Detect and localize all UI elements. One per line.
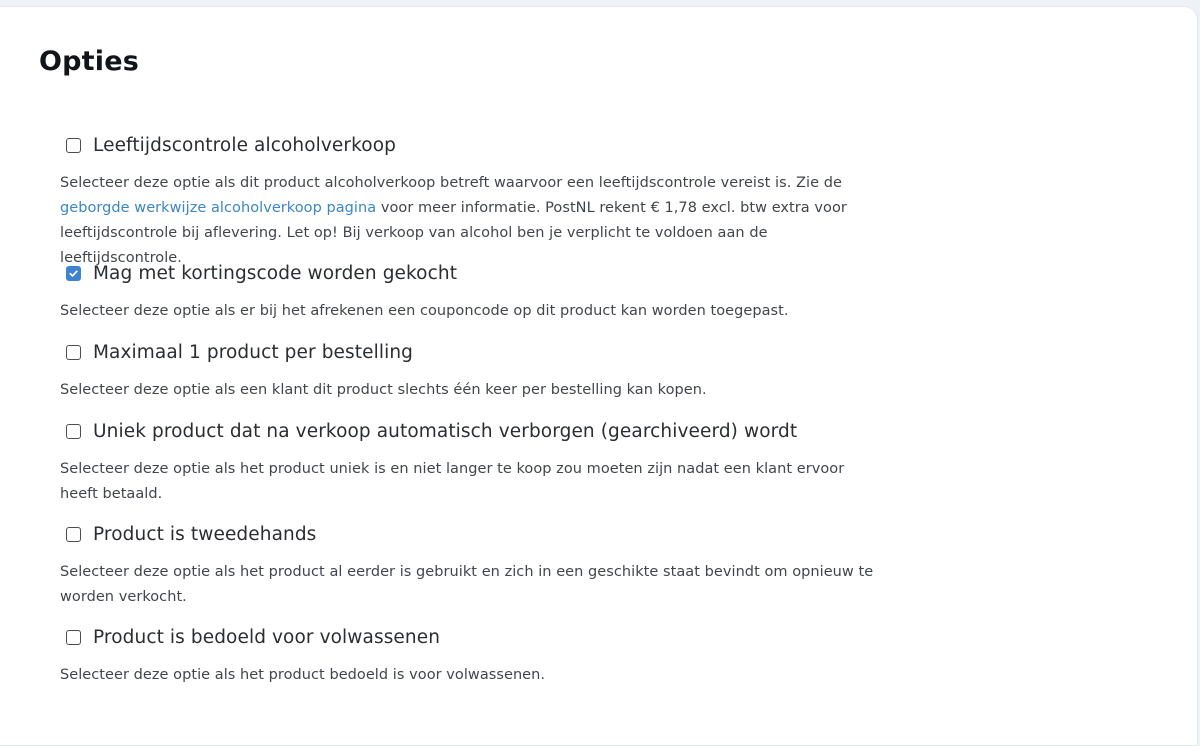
option-adults-toggle[interactable]: [60, 622, 880, 652]
second-hand-checkbox[interactable]: [66, 527, 81, 542]
max-one-checkbox[interactable]: [66, 345, 81, 360]
coupon-description: Selecteer deze optie als er bij het afrekenen een couponcode op dit product kan worden toegepast.: [60, 303, 789, 319]
age-check-label: Leeftijdscontrole alcoholverkoop: [93, 134, 396, 156]
unique-checkbox[interactable]: [66, 424, 81, 439]
option-unique-product: [60, 416, 880, 507]
age-check-description: [60, 171, 880, 271]
coupon-checkbox[interactable]: [66, 266, 81, 281]
second-hand-label: Product is tweedehands: [93, 523, 317, 545]
max-one-description: Selecteer deze optie als een klant dit product slechts één keer per bestelling kan kopen.: [60, 382, 707, 398]
option-max-one-toggle[interactable]: [60, 337, 880, 367]
option-max-one-per-order: [60, 337, 880, 403]
adults-checkbox[interactable]: [66, 630, 81, 645]
option-age-check: [60, 130, 880, 271]
unique-description: Selecteer deze optie als het product uniek is en niet langer te koop zou moeten zijn nadat een klant ervoor heeft betaald.: [60, 461, 845, 502]
option-coupon-allowed: [60, 258, 880, 324]
coupon-label: Mag met kortingscode worden gekocht: [93, 262, 458, 284]
alcohol-policy-link[interactable]: geborgde werkwijze alcoholverkoop pagina: [60, 200, 377, 216]
check-icon: [68, 268, 79, 279]
option-second-hand: [60, 519, 880, 610]
second-hand-description: Selecteer deze optie als het product al eerder is gebruikt en zich in een geschikte staat bevindt om opnieuw te worden verkocht.: [60, 564, 874, 605]
option-adults-only: [60, 622, 880, 688]
page-title: Opties: [39, 46, 140, 77]
age-check-desc-part2: voor meer informatie. PostNL rekent € 1,78 excl. btw extra voor leeftijdscontrole bij aflevering. Let op! Bij verkoop van alcohol ben je verplicht te voldoen aan de leeftijdscontrole.: [60, 200, 847, 266]
option-coupon-toggle[interactable]: [60, 258, 880, 288]
options-card: [0, 6, 1198, 746]
age-check-desc-part1: Selecteer deze optie als dit product alcoholverkoop betreft waarvoor een leeftijdscontrole vereist is. Zie de: [60, 175, 842, 191]
age-check-checkbox[interactable]: [66, 138, 81, 153]
option-second-hand-toggle[interactable]: [60, 519, 880, 549]
option-age-check-toggle[interactable]: [60, 130, 880, 160]
adults-description: Selecteer deze optie als het product bedoeld is voor volwassenen.: [60, 667, 546, 683]
unique-label: Uniek product dat na verkoop automatisch verborgen (gearchiveerd) wordt: [93, 420, 798, 442]
max-one-label: Maximaal 1 product per bestelling: [93, 341, 413, 363]
option-unique-toggle[interactable]: [60, 416, 880, 446]
adults-label: Product is bedoeld voor volwassenen: [93, 626, 441, 648]
